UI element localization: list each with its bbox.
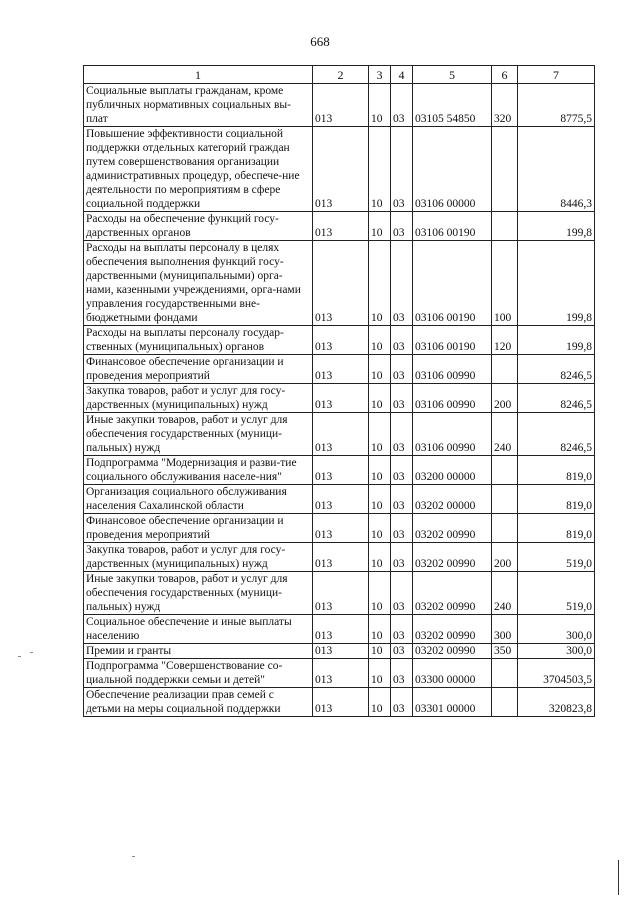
column-header: 6 <box>492 66 518 84</box>
cell-ministry-code: 013 <box>313 241 369 326</box>
cell-target-article: 03106 00190 <box>413 241 492 326</box>
cell-section: 10 <box>369 688 391 717</box>
cell-expense-type: 350 <box>492 644 518 659</box>
cell-subsection: 03 <box>391 543 413 572</box>
table-row <box>84 384 595 413</box>
row-name: Финансовое обеспечение организации и проведения мероприятий <box>84 514 313 543</box>
cell-target-article: 03301 00000 <box>413 688 492 717</box>
cell-ministry-code: 013 <box>313 688 369 717</box>
cell-subsection: 03 <box>391 659 413 688</box>
cell-amount: 3704503,5 <box>518 659 595 688</box>
cell-ministry-code: 013 <box>313 514 369 543</box>
cell-ministry-code: 013 <box>313 413 369 456</box>
column-header: 7 <box>518 66 595 84</box>
scan-speck <box>18 656 21 657</box>
table-row <box>84 615 595 644</box>
cell-ministry-code: 013 <box>313 84 369 127</box>
margin-mark <box>618 860 619 895</box>
cell-subsection: 03 <box>391 644 413 659</box>
cell-ministry-code: 013 <box>313 456 369 485</box>
cell-ministry-code: 013 <box>313 326 369 355</box>
cell-section: 10 <box>369 355 391 384</box>
column-header: 5 <box>413 66 492 84</box>
cell-ministry-code: 013 <box>313 644 369 659</box>
cell-target-article: 03106 00190 <box>413 212 492 241</box>
column-header: 4 <box>391 66 413 84</box>
table-row <box>84 84 595 127</box>
cell-subsection: 03 <box>391 355 413 384</box>
cell-subsection: 03 <box>391 127 413 212</box>
table-row <box>84 326 595 355</box>
cell-subsection: 03 <box>391 84 413 127</box>
cell-expense-type: 240 <box>492 572 518 615</box>
cell-section: 10 <box>369 384 391 413</box>
cell-section: 10 <box>369 127 391 212</box>
row-name: Премии и гранты <box>84 644 313 659</box>
cell-target-article: 03106 00000 <box>413 127 492 212</box>
header-row <box>84 66 595 84</box>
cell-section: 10 <box>369 615 391 644</box>
scan-speck <box>132 856 135 857</box>
cell-expense-type: 100 <box>492 241 518 326</box>
row-name: Расходы на выплаты персоналу государ-ственных (муниципальных) органов <box>84 326 313 355</box>
table-row <box>84 413 595 456</box>
cell-target-article: 03202 00990 <box>413 644 492 659</box>
cell-section: 10 <box>369 485 391 514</box>
column-header: 1 <box>84 66 313 84</box>
cell-expense-type: 300 <box>492 615 518 644</box>
cell-expense-type <box>492 212 518 241</box>
cell-ministry-code: 013 <box>313 384 369 413</box>
cell-amount: 8246,5 <box>518 413 595 456</box>
cell-section: 10 <box>369 659 391 688</box>
cell-target-article: 03106 00990 <box>413 413 492 456</box>
cell-amount: 300,0 <box>518 644 595 659</box>
table-row <box>84 543 595 572</box>
row-name: Социальное обеспечение и иные выплаты населению <box>84 615 313 644</box>
cell-amount: 519,0 <box>518 572 595 615</box>
table-row <box>84 659 595 688</box>
cell-section: 10 <box>369 212 391 241</box>
cell-expense-type <box>492 485 518 514</box>
cell-ministry-code: 013 <box>313 127 369 212</box>
table-row <box>84 127 595 212</box>
cell-ministry-code: 013 <box>313 543 369 572</box>
cell-section: 10 <box>369 644 391 659</box>
cell-ministry-code: 013 <box>313 572 369 615</box>
row-name: Подпрограмма "Модернизация и разви-тие социального обслуживания населе-ния" <box>84 456 313 485</box>
cell-expense-type <box>492 456 518 485</box>
cell-amount: 519,0 <box>518 543 595 572</box>
cell-ministry-code: 013 <box>313 485 369 514</box>
cell-amount: 199,8 <box>518 212 595 241</box>
cell-target-article: 03106 00990 <box>413 355 492 384</box>
cell-amount: 819,0 <box>518 456 595 485</box>
cell-ministry-code: 013 <box>313 212 369 241</box>
table-row <box>84 485 595 514</box>
row-name: Расходы на выплаты персоналу в целях обеспечения выполнения функций госу-дарственными (муниципальными) орга-нами, казенными учреждениями, орга-нами управления государственными вне-бюджетными фондами <box>84 241 313 326</box>
row-name: Иные закупки товаров, работ и услуг для обеспечения государственных (муници-пальных) нужд <box>84 572 313 615</box>
cell-section: 10 <box>369 413 391 456</box>
cell-expense-type <box>492 355 518 384</box>
row-name: Обеспечение реализации прав семей с детьми на меры социальной поддержки <box>84 688 313 717</box>
cell-target-article: 03202 00990 <box>413 543 492 572</box>
row-name: Расходы на обеспечение функций госу-дарственных органов <box>84 212 313 241</box>
table-row <box>84 456 595 485</box>
cell-expense-type: 200 <box>492 384 518 413</box>
row-name: Закупка товаров, работ и услуг для госу-дарственных (муниципальных) нужд <box>84 384 313 413</box>
cell-ministry-code: 013 <box>313 355 369 384</box>
cell-subsection: 03 <box>391 384 413 413</box>
cell-section: 10 <box>369 456 391 485</box>
cell-section: 10 <box>369 514 391 543</box>
cell-subsection: 03 <box>391 615 413 644</box>
cell-amount: 819,0 <box>518 485 595 514</box>
budget-table <box>83 65 595 717</box>
row-name: Социальные выплаты гражданам, кроме публичных нормативных социальных вы-плат <box>84 84 313 127</box>
cell-target-article: 03202 00990 <box>413 615 492 644</box>
row-name: Иные закупки товаров, работ и услуг для обеспечения государственных (муници-пальных) нужд <box>84 413 313 456</box>
cell-section: 10 <box>369 326 391 355</box>
cell-expense-type <box>492 688 518 717</box>
cell-amount: 300,0 <box>518 615 595 644</box>
row-name: Закупка товаров, работ и услуг для госу-дарственных (муниципальных) нужд <box>84 543 313 572</box>
cell-subsection: 03 <box>391 688 413 717</box>
cell-expense-type: 120 <box>492 326 518 355</box>
row-name: Организация социального обслуживания населения Сахалинской области <box>84 485 313 514</box>
cell-amount: 8246,5 <box>518 384 595 413</box>
row-name: Подпрограмма "Совершенствование со-циальной поддержки семьи и детей" <box>84 659 313 688</box>
cell-amount: 8775,5 <box>518 84 595 127</box>
cell-amount: 199,8 <box>518 241 595 326</box>
cell-subsection: 03 <box>391 485 413 514</box>
cell-target-article: 03202 00000 <box>413 485 492 514</box>
cell-section: 10 <box>369 84 391 127</box>
table-row <box>84 241 595 326</box>
cell-amount: 8446,3 <box>518 127 595 212</box>
page-number: 668 <box>310 34 330 49</box>
cell-expense-type <box>492 127 518 212</box>
cell-amount: 819,0 <box>518 514 595 543</box>
cell-target-article: 03300 00000 <box>413 659 492 688</box>
table-row <box>84 572 595 615</box>
cell-target-article: 03106 00990 <box>413 384 492 413</box>
cell-target-article: 03106 00190 <box>413 326 492 355</box>
column-header: 2 <box>313 66 369 84</box>
cell-expense-type: 320 <box>492 84 518 127</box>
cell-section: 10 <box>369 543 391 572</box>
cell-expense-type <box>492 659 518 688</box>
cell-subsection: 03 <box>391 413 413 456</box>
cell-subsection: 03 <box>391 456 413 485</box>
cell-target-article: 03200 00000 <box>413 456 492 485</box>
cell-subsection: 03 <box>391 514 413 543</box>
cell-section: 10 <box>369 241 391 326</box>
cell-ministry-code: 013 <box>313 615 369 644</box>
cell-subsection: 03 <box>391 572 413 615</box>
cell-amount: 199,8 <box>518 326 595 355</box>
table-row <box>84 355 595 384</box>
scan-speck <box>30 652 33 653</box>
table-row <box>84 688 595 717</box>
cell-expense-type: 200 <box>492 543 518 572</box>
row-name: Финансовое обеспечение организации и проведения мероприятий <box>84 355 313 384</box>
table-row <box>84 212 595 241</box>
table-row <box>84 514 595 543</box>
cell-subsection: 03 <box>391 326 413 355</box>
cell-expense-type: 240 <box>492 413 518 456</box>
cell-subsection: 03 <box>391 241 413 326</box>
cell-subsection: 03 <box>391 212 413 241</box>
cell-amount: 8246,5 <box>518 355 595 384</box>
row-name: Повышение эффективности социальной поддержки отдельных категорий граждан путем совершенствования организации административных процедур, обеспече-ние деятельности по мероприятиям в сфере социальной поддержки <box>84 127 313 212</box>
cell-ministry-code: 013 <box>313 659 369 688</box>
column-header: 3 <box>369 66 391 84</box>
cell-section: 10 <box>369 572 391 615</box>
cell-target-article: 03105 54850 <box>413 84 492 127</box>
table-row <box>84 644 595 659</box>
cell-target-article: 03202 00990 <box>413 514 492 543</box>
cell-amount: 320823,8 <box>518 688 595 717</box>
cell-expense-type <box>492 514 518 543</box>
cell-target-article: 03202 00990 <box>413 572 492 615</box>
